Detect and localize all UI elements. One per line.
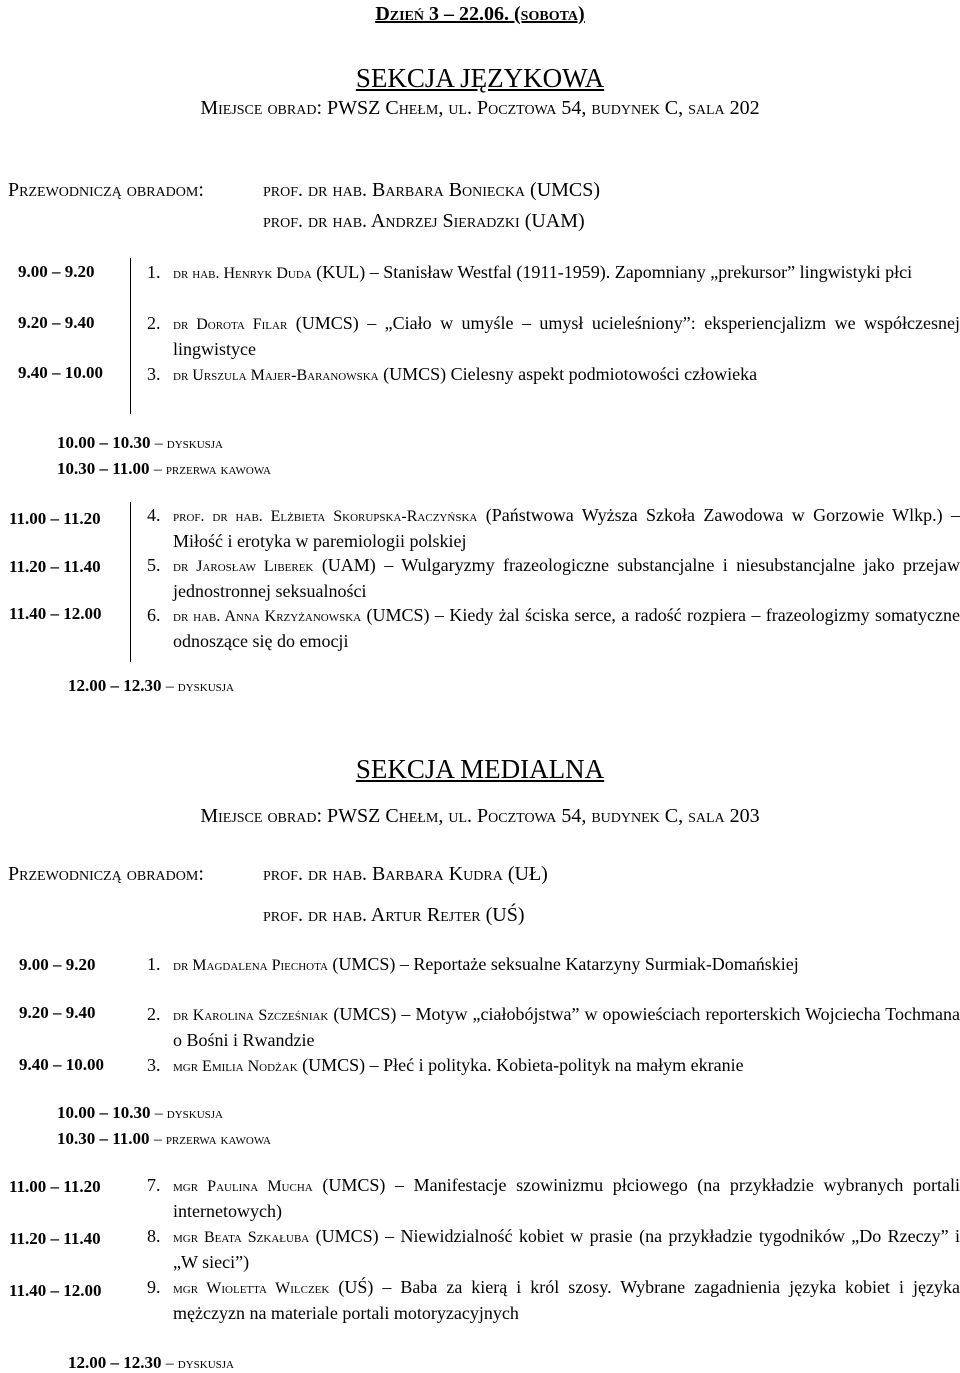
talk-time: 11.00 – 11.20 — [9, 1177, 101, 1196]
talk-item — [147, 503, 960, 554]
break-row — [68, 1353, 234, 1373]
section-title: SEKCJA JĘZYKOWA — [355, 63, 605, 93]
chair-1: prof. dr hab. Barbara Kudra (UŁ) — [263, 863, 548, 885]
affiliation: (UMCS) – — [366, 605, 450, 625]
talk-number: 7. — [147, 1175, 161, 1195]
break-row — [57, 433, 223, 453]
affiliation: (UMCS) – — [322, 1175, 414, 1195]
speaker: dr Urszula Majer-Baranowska — [173, 367, 379, 384]
break-row — [57, 1129, 271, 1149]
talk-title: Reportaże seksualne Katarzyny Surmiak-Domańskiej — [413, 954, 799, 974]
speaker: prof. dr hab. Elżbieta Skorupska-Raczyńska — [173, 508, 478, 525]
talk-title: Miłość i erotyka w paremiologii polskiej — [173, 531, 467, 551]
speaker: dr hab. Henryk Duda — [173, 265, 312, 282]
talk-item — [147, 603, 960, 654]
talk-number: 9. — [147, 1277, 161, 1297]
talk-time: 11.20 – 11.40 — [9, 557, 101, 576]
break-label: – dyskusja — [154, 1105, 223, 1122]
timeline-divider — [130, 258, 131, 414]
break-time: 10.30 – 11.00 — [57, 459, 150, 478]
talk-title: Niewidzialność kobiet w prasie (na przykładzie tygodników „Do Rzeczy” i „W sieci”) — [173, 1226, 960, 1272]
speaker: dr Magdalena Piechota — [173, 957, 328, 974]
affiliation: (UMCS) – — [302, 1055, 384, 1075]
affiliation: (UMCS) — [383, 364, 451, 384]
break-time: 12.00 – 12.30 — [68, 676, 162, 695]
speaker: dr hab. Anna Krzyżanowska — [173, 608, 362, 625]
talk-item — [147, 260, 960, 286]
chair-label: Przewodniczą obradom: — [8, 863, 204, 885]
affiliation: (UMCS) – — [295, 313, 385, 333]
talk-number: 4. — [147, 505, 161, 525]
talk-number: 1. — [147, 262, 161, 282]
break-time: 10.30 – 11.00 — [57, 1129, 150, 1148]
talk-item — [147, 311, 960, 362]
talk-time: 11.00 – 11.20 — [9, 509, 101, 528]
talk-time: 9.40 – 10.00 — [19, 1055, 104, 1074]
section-venue: Miejsce obrad: PWSZ Chełm, ul. Pocztowa 54, budynek C, sala 203 — [200, 805, 760, 827]
talk-title: Cielesny aspekt podmiotowości człowieka — [450, 364, 758, 384]
break-time: 12.00 – 12.30 — [68, 1353, 162, 1372]
talk-number: 2. — [147, 1004, 161, 1024]
talk-item — [147, 952, 960, 978]
talk-item — [147, 1053, 960, 1079]
speaker: dr Dorota Filar — [173, 316, 288, 333]
speaker: mgr Beata Szkałuba — [173, 1229, 310, 1246]
talk-title: Motyw „ciałobójstwa” w opowieściach reporterskich Wojciecha Tochmana o Bośni i Rwandzie — [173, 1004, 960, 1050]
speaker: mgr Emilia Nodżak — [173, 1058, 298, 1075]
chair-2: prof. dr hab. Andrzej Sieradzki (UAM) — [263, 210, 585, 232]
talk-item — [147, 1173, 960, 1224]
talk-time: 9.00 – 9.20 — [18, 262, 95, 281]
section-venue: Miejsce obrad: PWSZ Chełm, ul. Pocztowa 54, budynek C, sala 202 — [200, 97, 760, 119]
talk-number: 8. — [147, 1226, 161, 1246]
talk-number: 3. — [147, 364, 161, 384]
affiliation: (UMCS) – — [315, 1226, 401, 1246]
affiliation: (KUL) – — [316, 262, 384, 282]
talk-number: 5. — [147, 555, 161, 575]
talk-item — [147, 1275, 960, 1326]
talk-title: Wulgaryzmy frazeologiczne substancjalne i niesubstancjalne jako przejaw jednostronnej seksualności — [173, 555, 960, 601]
talk-time: 11.20 – 11.40 — [9, 1229, 101, 1248]
affiliation: (UMCS) – — [332, 954, 414, 974]
talk-time: 9.20 – 9.40 — [19, 1003, 96, 1022]
talk-number: 1. — [147, 954, 161, 974]
break-time: 10.00 – 10.30 — [57, 1103, 151, 1122]
talk-time: 11.40 – 12.00 — [9, 604, 102, 623]
break-label: – przerwa kawowa — [153, 1131, 271, 1148]
talk-title: „Ciało w umyśle – umysł ucieleśniony”: eksperiencjalizm we współczesnej lingwistyce — [173, 313, 960, 359]
affiliation: (UMCS) – — [333, 1004, 416, 1024]
break-label: – dyskusja — [165, 1355, 234, 1372]
talk-title: Kiedy żal ściska serce, a radość rozpiera – frazeologizmy somatyczne odnoszące się do emocji — [173, 605, 960, 651]
speaker: dr Jarosław Liberek — [173, 558, 314, 575]
break-label: – dyskusja — [154, 435, 223, 452]
talk-title: Baba za kierą i król szosy. Wybrane zagadnienia języka kobiet i języka mężczyzn na materiale portali motoryzacyjnych — [173, 1277, 960, 1323]
talk-item — [147, 1224, 960, 1275]
talk-time: 11.40 – 12.00 — [9, 1281, 102, 1300]
talk-time: 9.40 – 10.00 — [18, 363, 103, 382]
day-label: Dzień 3 – 22.06. — [375, 3, 510, 25]
affiliation: (UŚ) – — [338, 1277, 401, 1297]
chair-2: prof. dr hab. Artur Rejter (UŚ) — [263, 904, 525, 926]
break-row — [68, 676, 234, 696]
break-time: 10.00 – 10.30 — [57, 433, 151, 452]
affiliation: (Państwowa Wyższa Szkoła Zawodowa w Gorzowie Wlkp.) – — [485, 505, 960, 525]
section-title: SEKCJA MEDIALNA — [355, 754, 605, 784]
talk-title: Płeć i polityka. Kobieta-polityk na małym ekranie — [383, 1055, 744, 1075]
break-row — [57, 1103, 223, 1123]
speaker: dr Karolina Szcześniak — [173, 1007, 329, 1024]
break-row — [57, 459, 271, 479]
affiliation: (UAM) – — [321, 555, 402, 575]
talk-time: 9.20 – 9.40 — [18, 313, 95, 332]
talk-item — [147, 362, 960, 388]
speaker: mgr Wioletta Wilczek — [173, 1280, 330, 1297]
timeline-divider — [130, 502, 131, 662]
talk-number: 2. — [147, 313, 161, 333]
day-weekday: (sobota) — [514, 3, 585, 25]
talk-number: 6. — [147, 605, 161, 625]
break-label: – dyskusja — [165, 678, 234, 695]
chair-1: prof. dr hab. Barbara Boniecka (UMCS) — [263, 179, 601, 201]
talk-item — [147, 553, 960, 604]
day-heading — [0, 3, 960, 26]
break-label: – przerwa kawowa — [153, 461, 271, 478]
talk-time: 9.00 – 9.20 — [19, 955, 96, 974]
talk-title: Manifestacje szowinizmu płciowego (na przykładzie wybranych portali internetowych) — [173, 1175, 960, 1221]
talk-number: 3. — [147, 1055, 161, 1075]
chair-label: Przewodniczą obradom: — [8, 179, 204, 201]
talk-item — [147, 1002, 960, 1053]
talk-title: Stanisław Westfal (1911-1959). Zapomniany „prekursor” lingwistyki płci — [383, 262, 913, 282]
speaker: mgr Paulina Mucha — [173, 1178, 313, 1195]
